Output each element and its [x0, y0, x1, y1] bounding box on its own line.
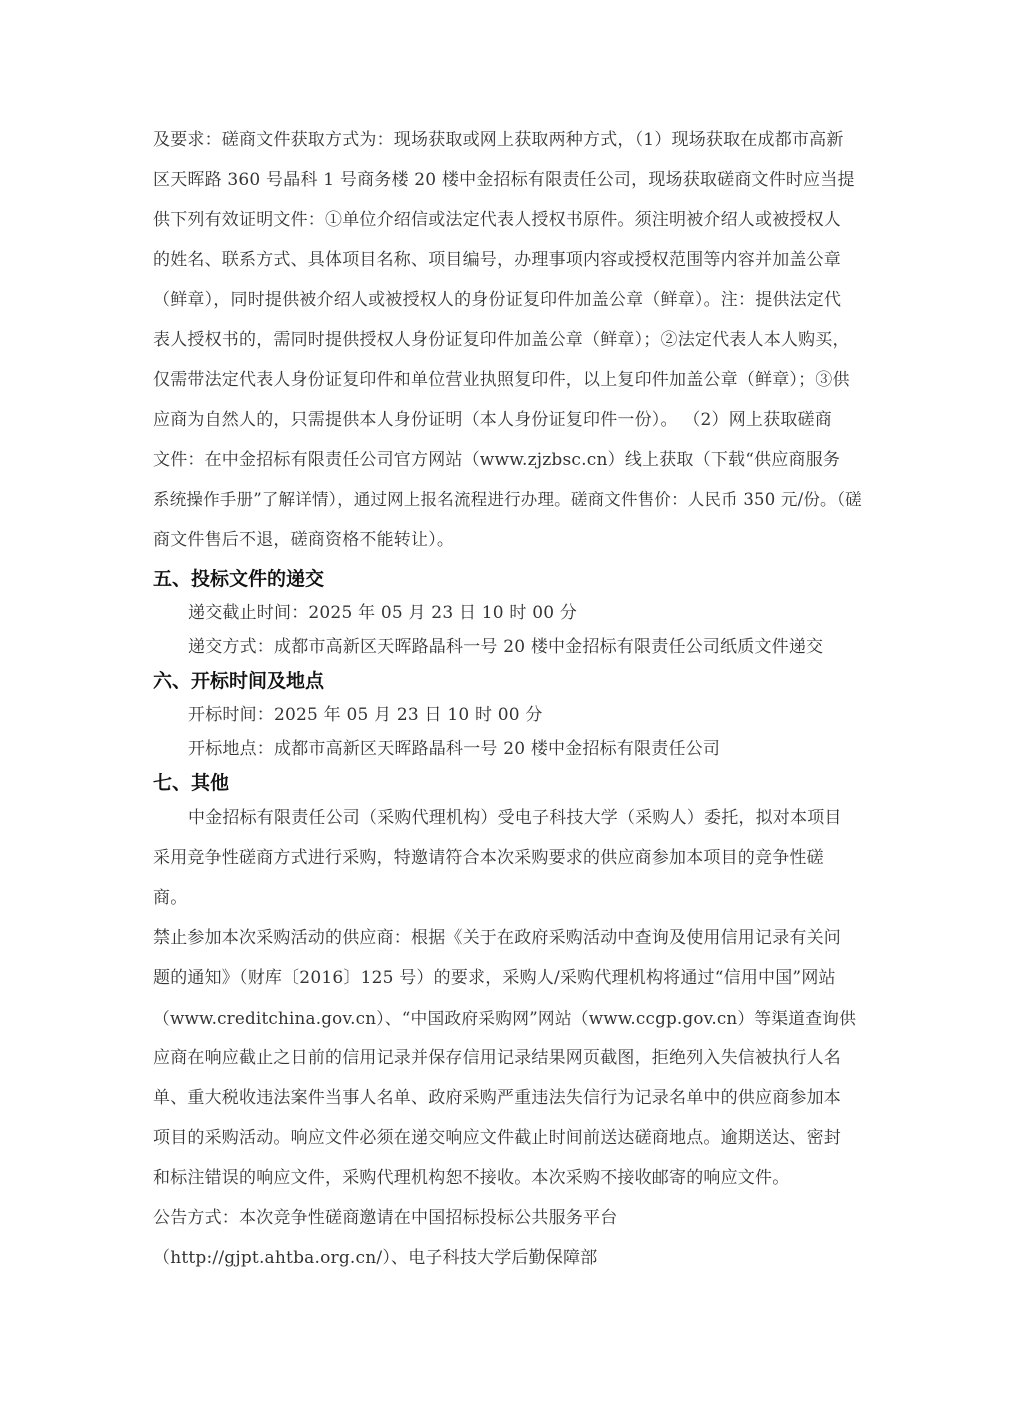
text-line: 中金招标有限责任公司（采购代理机构）受电子科技大学（采购人）委托，拟对本项目 [188, 808, 842, 828]
paragraph-prohibition [153, 920, 863, 1200]
paragraph-other-intro [153, 800, 863, 920]
text-line: （www.creditchina.gov.cn）、“中国政府采购网”网站（www.ccgp.gov.cn）等渠道查询供 [153, 1008, 857, 1028]
text-line: 单、重大税收违法案件当事人名单、政府采购严重违法失信行为记录名单中的供应商参加本 [153, 1088, 841, 1108]
text-line: 和标注错误的响应文件，采购代理机构恕不接收。本次采购不接收邮寄的响应文件。 [153, 1168, 790, 1188]
text-line: 区天晖路 360 号晶科 1 号商务楼 20 楼中金招标有限责任公司，现场获取磋商文件时应当提 [153, 170, 855, 190]
text-line: 供下列有效证明文件：①单位介绍信或法定代表人授权书原件。须注明被介绍人或被授权人 [153, 210, 841, 230]
opening-place: 开标地点：成都市高新区天晖路晶科一号 20 楼中金招标有限责任公司 [188, 739, 721, 759]
text-line: 项目的采购活动。响应文件必须在递交响应文件截止时间前送达磋商地点。逾期送达、密封 [153, 1128, 841, 1148]
section-heading-submission: 五、投标文件的递交 [153, 568, 325, 590]
submission-method: 递交方式：成都市高新区天晖路晶科一号 20 楼中金招标有限责任公司纸质文件递交 [188, 637, 824, 657]
text-line: 题的通知》（财库〔2016〕125 号）的要求，采购人/采购代理机构将通过“信用中国”网站 [153, 968, 836, 988]
paragraph-announcement [153, 1200, 863, 1280]
text-line: 表人授权书的，需同时提供授权人身份证复印件加盖公章（鲜章）；②法定代表人本人购买， [153, 330, 850, 350]
text-line: 应商在响应截止之日前的信用记录并保存信用记录结果网页截图，拒绝列入失信被执行人名 [153, 1048, 841, 1068]
text-line: （http://gjpt.ahtba.org.cn/）、电子科技大学后勤保障部 [153, 1248, 598, 1268]
text-line: 公告方式：本次竞争性磋商邀请在中国招标投标公共服务平台 [153, 1208, 618, 1228]
submission-deadline: 递交截止时间：2025 年 05 月 23 日 10 时 00 分 [188, 603, 578, 623]
document-body [153, 122, 863, 1280]
text-line: 商。 [153, 888, 188, 908]
opening-time: 开标时间：2025 年 05 月 23 日 10 时 00 分 [188, 705, 543, 725]
text-line: 应商为自然人的，只需提供本人身份证明（本人身份证复印件一份）。 （2）网上获取磋商 [153, 410, 832, 430]
text-line: 商文件售后不退，磋商资格不能转让）。 [153, 530, 455, 550]
text-line: 文件：在中金招标有限责任公司官方网站（www.zjzbsc.cn）线上获取（下载“供应商服务 [153, 450, 841, 470]
text-line: 及要求：磋商文件获取方式为：现场获取或网上获取两种方式，（1）现场获取在成都市高新 [153, 130, 844, 150]
section-heading-other: 七、其他 [153, 772, 230, 794]
text-line: 系统操作手册”了解详情），通过网上报名流程进行办理。磋商文件售价：人民币 350 元/份。（磋 [153, 490, 862, 509]
text-line: （鲜章），同时提供被介绍人或被授权人的身份证复印件加盖公章（鲜章）。注：提供法定代 [153, 290, 842, 310]
paragraph-document-acquisition [153, 122, 863, 562]
text-line: 的姓名、联系方式、具体项目名称、项目编号，办理事项内容或授权范围等内容并加盖公章 [153, 250, 841, 270]
section-heading-opening: 六、开标时间及地点 [153, 670, 325, 692]
text-line: 禁止参加本次采购活动的供应商：根据《关于在政府采购活动中查询及使用信用记录有关问 [153, 928, 841, 948]
text-line: 采用竞争性磋商方式进行采购，特邀请符合本次采购要求的供应商参加本项目的竞争性磋 [153, 848, 824, 868]
text-line: 仅需带法定代表人身份证复印件和单位营业执照复印件，以上复印件加盖公章（鲜章）；③供 [153, 370, 850, 390]
